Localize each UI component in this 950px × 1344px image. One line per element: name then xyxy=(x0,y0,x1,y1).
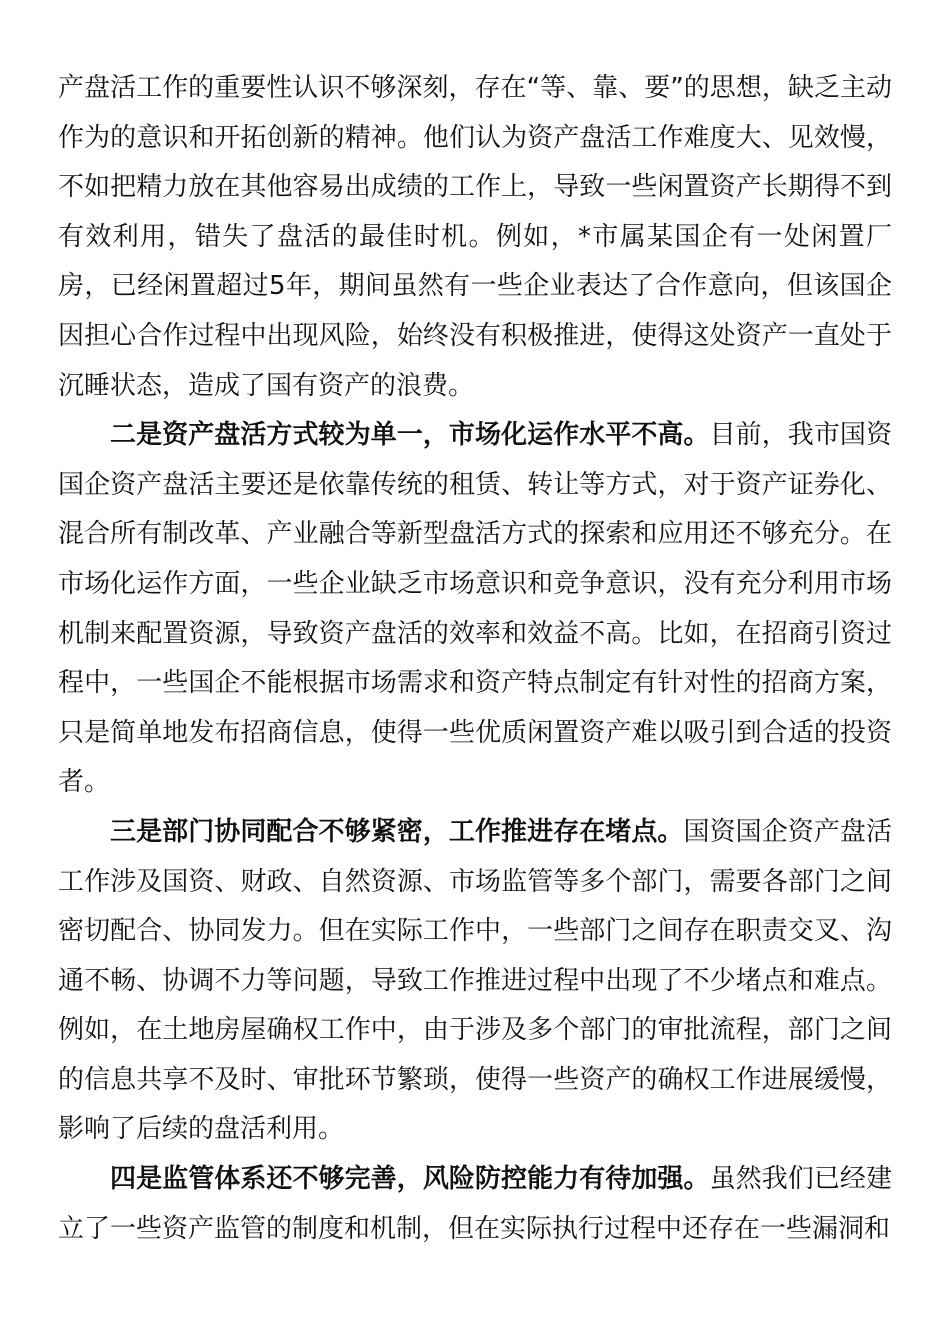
paragraph-text: 虽然我们已经建立了一些资产监管的制度和机制，但在实际执行过程中还存在一些漏洞和 xyxy=(58,1164,892,1244)
document-page xyxy=(58,64,892,1254)
paragraph-point-three xyxy=(58,808,892,1155)
paragraph-text: 产盘活工作的重要性认识不够深刻，存在“等、靠、要”的思想，缺乏主动作为的意识和开拓创新的精神。他们认为资产盘活工作难度大、见效慢，不如把精力放在其他容易出成绩的工作上，导致一些闲置资产长期得不到有效利用，错失了盘活的最佳时机。例如，*市属某国企有一处闲置厂房，已经闲置超过5年，期间虽然有一些企业表达了合作意向，但该国企因担心合作过程中出现风险，始终没有积极推进，使得这处资产一直处于沉睡状态，造成了国有资产的浪费。 xyxy=(58,73,892,401)
paragraph-heading: 三是部门协同配合不够紧密，工作推进存在堵点。 xyxy=(110,816,684,847)
paragraph-heading: 二是资产盘活方式较为单一，市场化运作水平不高。 xyxy=(110,420,710,451)
paragraph-text: 国资国企资产盘活工作涉及国资、财政、自然资源、市场监管等多个部门，需要各部门之间密切配合、协同发力。但在实际工作中，一些部门之间存在职责交叉、沟通不畅、协调不力等问题，导致工作推进过程中出现了不少堵点和难点。例如，在土地房屋确权工作中，由于涉及多个部门的审批流程，部门之间的信息共享不及时、审批环节繁琐，使得一些资产的确权工作进展缓慢，影响了后续的盘活利用。 xyxy=(58,816,892,1145)
paragraph-heading: 四是监管体系还不够完善，风险防控能力有待加强。 xyxy=(110,1164,710,1195)
paragraph-point-four xyxy=(58,1155,892,1254)
paragraph-text: 目前，我市国资国企资产盘活主要还是依靠传统的租赁、转让等方式，对于资产证券化、混合所有制改革、产业融合等新型盘活方式的探索和应用还不够充分。在市场化运作方面，一些企业缺乏市场意识和竞争意识，没有充分利用市场机制来配置资源，导致资产盘活的效率和效益不高。比如，在招商引资过程中，一些国企不能根据市场需求和资产特点制定有针对性的招商方案，只是简单地发布招商信息，使得一些优质闲置资产难以吸引到合适的投资者。 xyxy=(58,420,892,798)
paragraph-continuation xyxy=(58,64,892,411)
paragraph-point-two xyxy=(58,411,892,808)
